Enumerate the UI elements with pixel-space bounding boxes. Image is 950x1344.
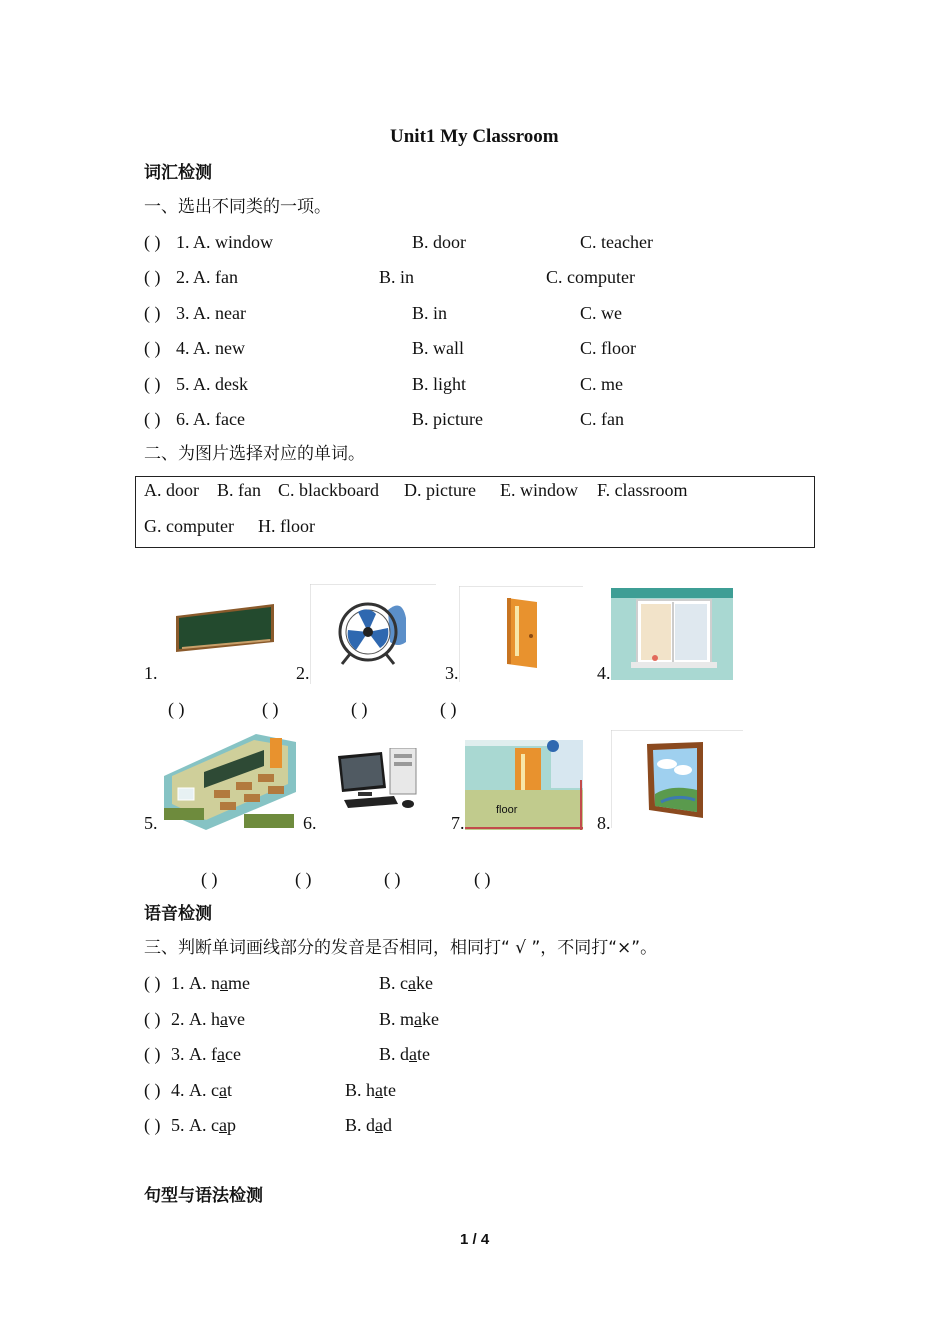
word-option: F. classroom (597, 480, 688, 500)
question-number: 2. (171, 1009, 185, 1029)
question-option-a: 4. A. new (176, 338, 245, 358)
part1-instruction: 一、选出不同类的一项。 (144, 197, 331, 217)
page-number: 1 / 4 (460, 1231, 490, 1248)
answer-bracket[interactable]: ( ) (144, 303, 161, 323)
picture-number: 7. (451, 813, 465, 833)
question-option-a: 3. A. near (176, 303, 246, 323)
question-option-a: 2. A. fan (176, 267, 238, 287)
page-title: Unit1 My Classroom (390, 126, 559, 147)
word-b: B. cake (379, 973, 433, 993)
option-b: B. in (412, 303, 448, 323)
word-b: B. date (379, 1044, 431, 1064)
floor-label: floor (496, 804, 518, 816)
answer-bracket[interactable]: ( ) (144, 338, 161, 358)
answer-bracket[interactable]: ( ) (144, 374, 161, 394)
option-c: C. me (580, 374, 623, 394)
answer-bracket[interactable]: ( ) (384, 869, 401, 889)
blackboard-icon (170, 598, 280, 658)
phonics-section-heading: 语音检测 (144, 904, 212, 924)
word-option: E. window (500, 480, 578, 500)
grammar-section-heading: 句型与语法检测 (144, 1186, 263, 1206)
question-option-a: 6. A. face (176, 409, 245, 429)
picture-number: 1. (144, 663, 158, 683)
picture-number: 8. (597, 813, 611, 833)
option-b: B. door (412, 232, 466, 252)
question-number: 1. (171, 973, 185, 993)
picture-number: 6. (303, 813, 317, 833)
picture-frame-icon (611, 730, 743, 828)
word-a: A. cap (189, 1115, 236, 1135)
word-option: B. fan (217, 480, 261, 500)
word-option: H. floor (258, 516, 315, 536)
answer-bracket[interactable]: ( ) (440, 699, 457, 719)
word-a: A. name (189, 973, 250, 993)
word-option: D. picture (404, 480, 476, 500)
answer-bracket[interactable]: ( ) (144, 409, 161, 429)
answer-bracket[interactable]: ( ) (168, 699, 185, 719)
question-option-a: 5. A. desk (176, 374, 248, 394)
floor-room-icon (465, 740, 583, 830)
question-number: 4. (171, 1080, 185, 1100)
option-c: C. teacher (580, 232, 653, 252)
word-a: A. have (189, 1009, 245, 1029)
answer-bracket[interactable]: ( ) (144, 1009, 161, 1029)
option-b: B. light (412, 374, 467, 394)
word-option: C. blackboard (278, 480, 379, 500)
answer-bracket[interactable]: ( ) (144, 973, 161, 993)
word-a: A. cat (189, 1080, 233, 1100)
picture-number: 3. (445, 663, 459, 683)
option-b: B. picture (412, 409, 483, 429)
answer-bracket[interactable]: ( ) (144, 232, 161, 252)
answer-bracket[interactable]: ( ) (262, 699, 279, 719)
question-option-a: 1. A. window (176, 232, 274, 252)
option-c: C. we (580, 303, 622, 323)
computer-icon (334, 748, 426, 814)
word-b: B. hate (345, 1080, 397, 1100)
vocab-section-heading: 词汇检测 (144, 163, 212, 183)
word-a: A. face (189, 1044, 241, 1064)
door-icon (459, 586, 583, 682)
answer-bracket[interactable]: ( ) (351, 699, 368, 719)
question-number: 3. (171, 1044, 185, 1064)
word-option: A. door (144, 480, 199, 500)
answer-bracket[interactable]: ( ) (144, 1080, 161, 1100)
fan-icon (310, 584, 436, 684)
classroom-icon (164, 732, 296, 830)
answer-bracket[interactable]: ( ) (474, 869, 491, 889)
picture-number: 4. (597, 663, 611, 683)
option-b: B. in (379, 267, 415, 287)
option-c: C. fan (580, 409, 624, 429)
word-b: B. make (379, 1009, 440, 1029)
question-number: 5. (171, 1115, 185, 1135)
answer-bracket[interactable]: ( ) (144, 1115, 161, 1135)
answer-bracket[interactable]: ( ) (295, 869, 312, 889)
option-c: C. floor (580, 338, 636, 358)
picture-number: 2. (296, 663, 310, 683)
answer-bracket[interactable]: ( ) (144, 267, 161, 287)
part3-instruction: 三、判断单词画线部分的发音是否相同，相同打“ √ ”，不同打“×”。 (144, 938, 658, 958)
window-icon (611, 588, 733, 680)
picture-number: 5. (144, 813, 158, 833)
answer-bracket[interactable]: ( ) (144, 1044, 161, 1064)
word-option: G. computer (144, 516, 234, 536)
part2-instruction: 二、为图片选择对应的单词。 (144, 444, 365, 464)
word-b: B. dad (345, 1115, 393, 1135)
answer-bracket[interactable]: ( ) (201, 869, 218, 889)
option-b: B. wall (412, 338, 464, 358)
option-c: C. computer (546, 267, 635, 287)
